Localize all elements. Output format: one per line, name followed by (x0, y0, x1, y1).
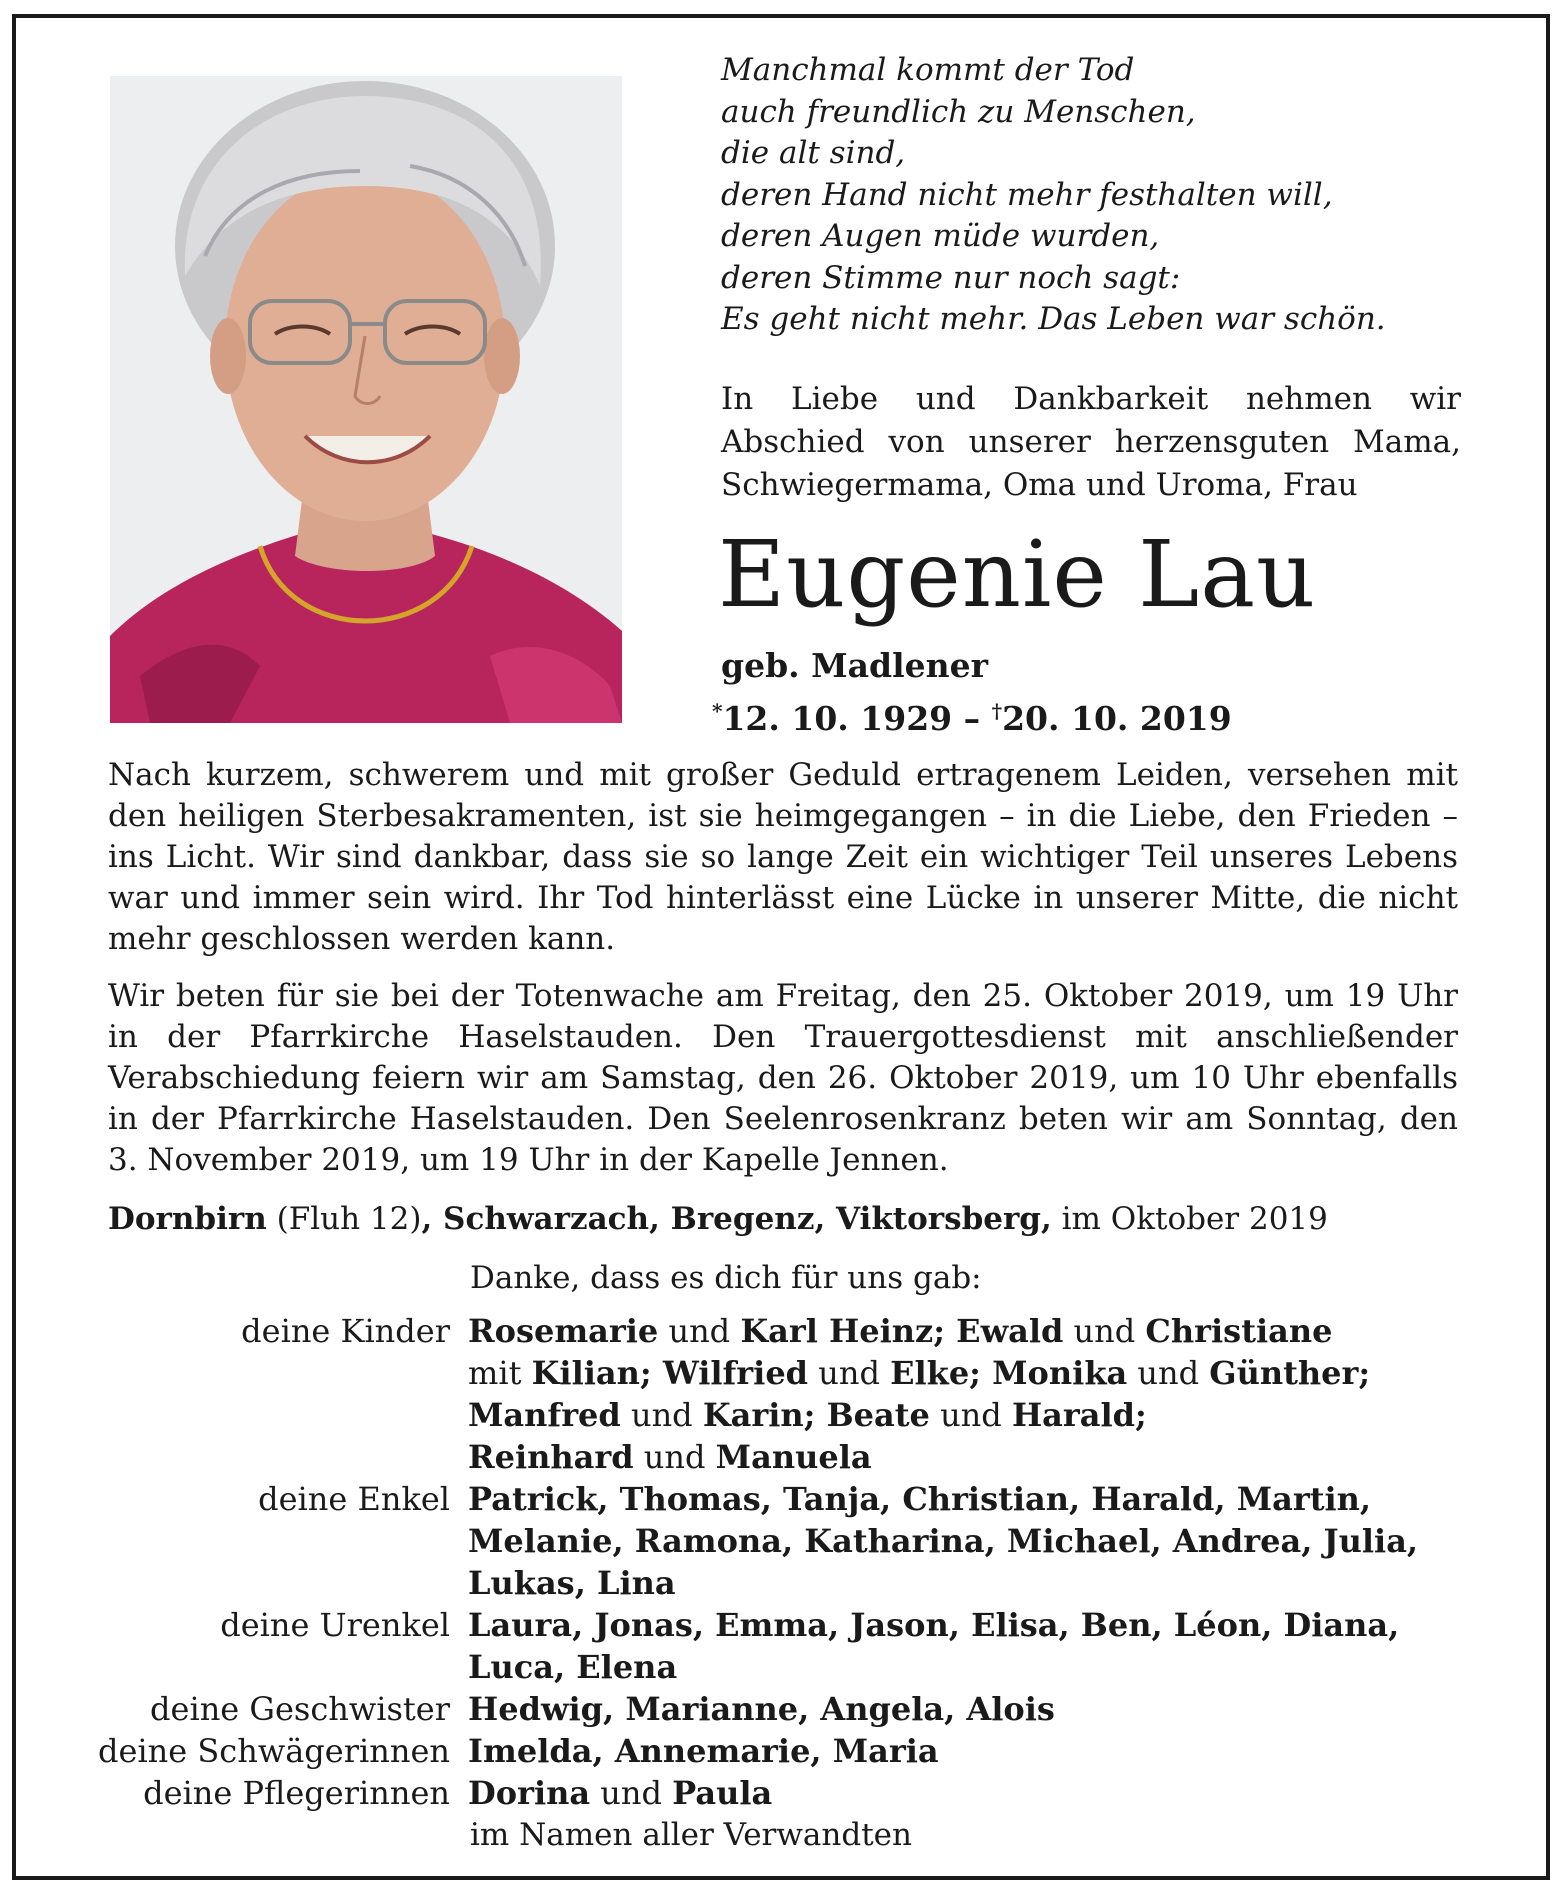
family-row-children (40, 1310, 1530, 1352)
family-row-grandchildren-cont (40, 1562, 1530, 1604)
family-row-sisters-in-law (40, 1730, 1530, 1772)
name: Manuela (715, 1438, 872, 1476)
family-names: Lukas, Lina (468, 1564, 676, 1602)
name: Elke; Monika (890, 1354, 1128, 1392)
family-row-grandchildren-cont (40, 1520, 1530, 1562)
poem-line: Es geht nicht mehr. Das Leben war schön. (721, 301, 1386, 337)
places-other: , Schwarzach, Bregenz, Viktorsberg, (421, 1201, 1052, 1237)
family-label: deine Geschwister (150, 1690, 450, 1728)
name: Karin; Beate (702, 1396, 930, 1434)
poem (721, 50, 1481, 341)
place-dornbirn: Dornbirn (108, 1201, 267, 1237)
family-label: deine Kinder (241, 1312, 450, 1350)
connector: und (590, 1774, 673, 1812)
thanks-line: Danke, dass es dich für uns gab: (470, 1260, 982, 1296)
name: Rosemarie (468, 1312, 659, 1350)
connector: und (633, 1438, 716, 1476)
family-names (468, 1436, 1530, 1478)
connector: und (808, 1354, 891, 1392)
family-label-empty (40, 1394, 468, 1436)
name: Günther; (1209, 1354, 1371, 1392)
family-names: Melanie, Ramona, Katharina, Michael, Andrea, Julia, (468, 1522, 1419, 1560)
family-names (468, 1772, 1530, 1814)
name: Kilian; Wilfried (531, 1354, 809, 1392)
family-row-children-cont (40, 1394, 1530, 1436)
family-label: deine Enkel (258, 1480, 450, 1518)
life-dates (712, 690, 1232, 740)
family-row-children-cont (40, 1436, 1530, 1478)
poem-line: deren Stimme nur noch sagt: (721, 259, 1181, 296)
family-names (468, 1310, 1530, 1352)
poem-line: deren Hand nicht mehr festhalten will, (721, 176, 1333, 213)
paragraph-passing: Nach kurzem, schwerem und mit großer Geduld ertragenem Leiden, versehen mit den heiligen Sterbesakramenten, ist sie heimgegangen – in die Liebe, den Frieden – ins Licht. Wir sind dankbar, dass sie so lange Zeit ein wichtiger Teil unseres Lebens war und immer sein wird. Ihr Tod hinterlässt eine Lücke in unserer Mitte, die nicht mehr geschlossen werden kann. (108, 757, 1458, 957)
family-names: Imelda, Annemarie, Maria (468, 1732, 939, 1770)
family-row-children-cont (40, 1352, 1530, 1394)
family-row-great-grandchildren-cont (40, 1646, 1530, 1688)
family-names (468, 1394, 1530, 1436)
connector: und (620, 1396, 703, 1434)
portrait-illustration (110, 76, 622, 723)
family-names (468, 1352, 1530, 1394)
birth-symbol: * (712, 699, 723, 723)
family-label: deine Schwägerinnen (97, 1732, 450, 1770)
connector: mit (468, 1354, 532, 1392)
deceased-name: Eugenie Lau (718, 521, 1317, 628)
family-label-empty (40, 1520, 468, 1562)
places-line (108, 1199, 1508, 1240)
family-row-siblings (40, 1688, 1530, 1730)
poem-line: deren Augen müde wurden, (721, 218, 1160, 254)
name: Karl Heinz; Ewald (740, 1312, 1064, 1350)
poem-line: Manchmal kommt der Tod (721, 52, 1135, 88)
place-date: im Oktober 2019 (1051, 1201, 1328, 1237)
name: Reinhard (468, 1438, 634, 1476)
poem-line: die alt sind, (721, 135, 906, 171)
date-dash: – (952, 699, 992, 738)
connector: und (658, 1312, 741, 1350)
connector: und (1063, 1312, 1146, 1350)
death-date: 20. 10. 2019 (1002, 699, 1232, 738)
name: Manfred (468, 1396, 621, 1434)
death-symbol: † (991, 699, 1003, 723)
name: Dorina (468, 1774, 591, 1812)
name: Harald; (1011, 1396, 1147, 1434)
family-names: Luca, Elena (468, 1648, 678, 1686)
connector: und (929, 1396, 1012, 1434)
family-label-empty (40, 1436, 468, 1478)
name: Christiane (1145, 1312, 1333, 1350)
connector: und (1127, 1354, 1210, 1392)
family-label-empty (40, 1352, 468, 1394)
intro-text: In Liebe und Dankbarkeit nehmen wir Abschied von unserer herzensguten Mama, Schwiegermama, Oma und Uroma, Frau (721, 381, 1461, 503)
place-note: (Fluh 12) (266, 1201, 422, 1237)
family-row-grandchildren (40, 1478, 1530, 1520)
birth-name: geb. Madlener (721, 646, 989, 685)
name: Paula (672, 1774, 773, 1812)
family-label: deine Urenkel (220, 1606, 450, 1644)
family-label-empty (40, 1562, 468, 1604)
portrait-photo (110, 76, 622, 723)
poem-line: auch freundlich zu Menschen, (721, 93, 1196, 130)
family-label-empty (40, 1646, 468, 1688)
family-label: deine Pflegerinnen (143, 1774, 450, 1812)
family-names: Patrick, Thomas, Tanja, Christian, Harald, Martin, (468, 1480, 1372, 1518)
birth-date: 12. 10. 1929 (722, 699, 953, 738)
family-row-caregivers (40, 1772, 1530, 1814)
family-list (40, 1310, 1530, 1814)
family-names: Laura, Jonas, Emma, Jason, Elisa, Ben, Léon, Diana, (468, 1606, 1400, 1644)
paragraph-services: Wir beten für sie bei der Totenwache am Freitag, den 25. Oktober 2019, um 19 Uhr in der Pfarrkirche Haselstauden. Den Trauergottesdienst mit anschließender Verabschiedung feiern wir am Samstag, den 26. Oktober 2019, um 10 Uhr ebenfalls in der Pfarrkirche Haselstauden. Den Seelenrosenkranz beten wir am Sonntag, den 3. November 2019, um 19 Uhr in der Kapelle Jennen. (108, 978, 1458, 1178)
closing-line: im Namen aller Verwandten (470, 1817, 912, 1853)
family-row-great-grandchildren (40, 1604, 1530, 1646)
family-names: Hedwig, Marianne, Angela, Alois (468, 1690, 1055, 1728)
